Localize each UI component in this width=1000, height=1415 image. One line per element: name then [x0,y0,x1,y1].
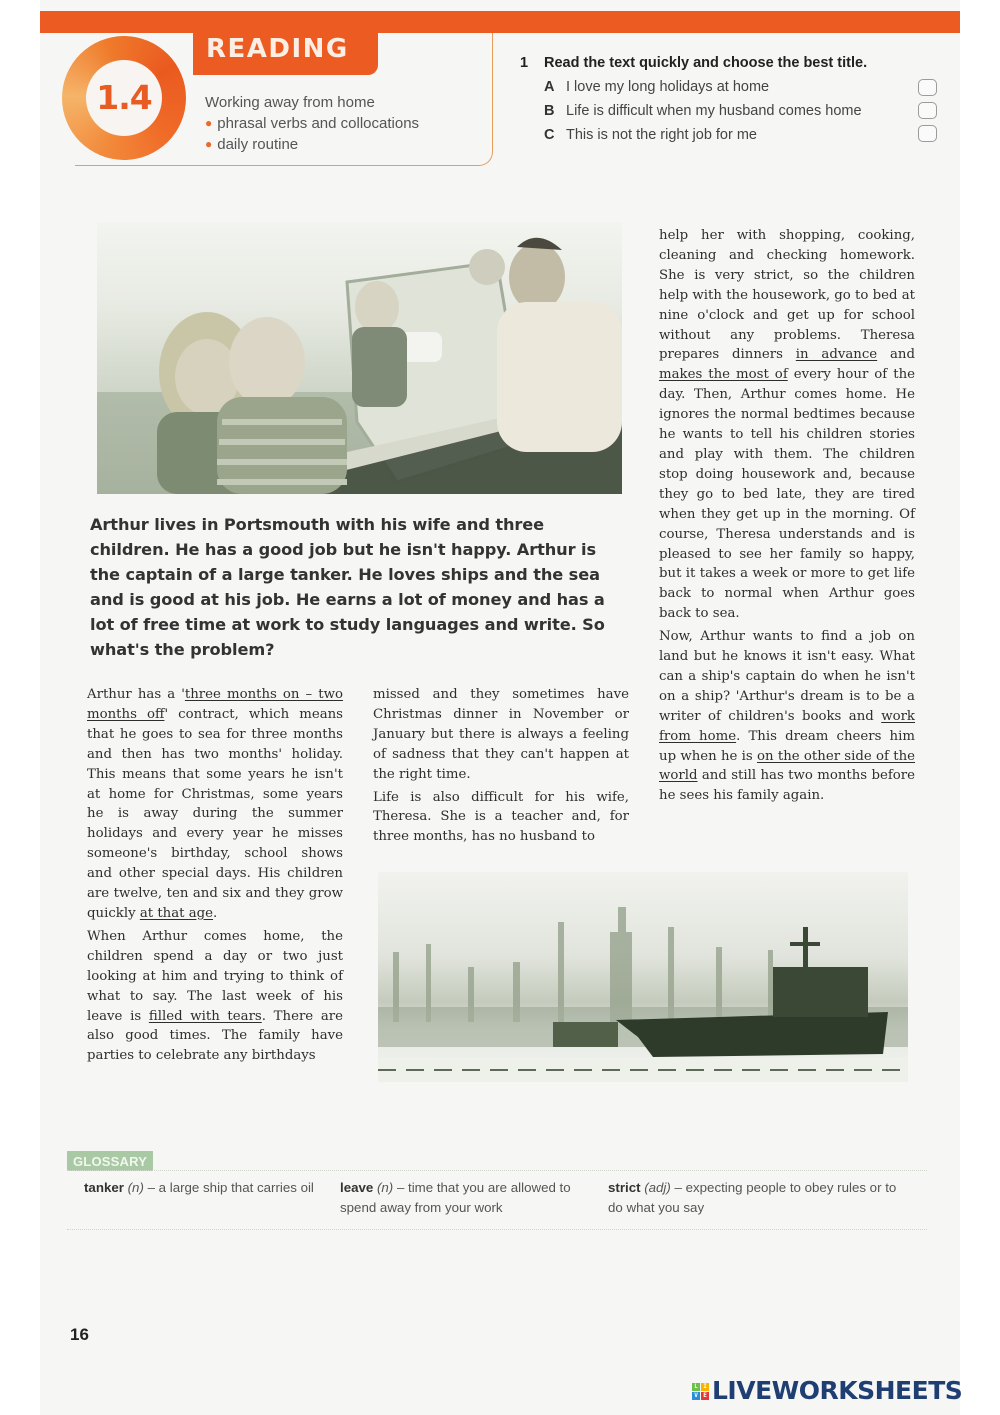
paragraph: missed and they sometimes have Christmas dinner in November or January but there is always a feeling of sadness that they can't happen at the right time. [373,687,629,782]
highlighted-phrase: in advance [795,347,878,363]
topic-item [205,113,419,134]
highlighted-phrase: on the other side of the world [659,748,915,784]
option-letter: C [544,127,555,143]
option-a [544,75,960,99]
part-of-speech: (n) [376,1180,394,1195]
article-column-1 [87,685,343,1069]
family-photo [97,222,622,494]
highlighted-phrase: work from home [659,708,915,744]
liveworksheets-logo[interactable] [692,1377,962,1405]
top-accent-bar [40,11,960,33]
article-column-2 [373,685,629,850]
lesson-number: 1.4 [96,78,152,117]
highlighted-phrase: filled with tears [148,1008,262,1024]
exercise-number: 1 [520,55,529,71]
article-intro: Arthur lives in Portsmouth with his wife and three children. He has a good job but he isn't happy. Arthur is the captain of a large tanker. He loves ships and the sea and is good at his job. He earns a lot of money and has a lot of free time at work to study languages and write. So what's the problem? [90,515,605,659]
option-letter: A [544,79,555,95]
highlighted-phrase: makes the most of [659,367,788,383]
glossary-definition: – expecting people to obey rules or to do what you say [608,1180,897,1215]
paragraph: Arthur has a 'three months on – two months off' contract, which means that he goes to sea for three months and then has two months' holiday. This means that some years he isn't at home for Christmas, some years he is away during the summer holidays and every year he misses someone's birthday, school shows and other special days. His children are twelve, ten and six and they grow quickly at that age. [87,687,344,921]
part-of-speech: (n) [127,1180,144,1195]
option-text: Life is difficult when my husband comes home [566,103,862,119]
topic-label: phrasal verbs and collocations [217,115,420,132]
highlighted-phrase: three months on – two months off [87,687,344,722]
bullet-icon: ● [205,137,213,151]
page-number: 16 [70,1325,89,1344]
glossary-entry-leave [340,1178,585,1218]
highlighted-phrase: at that age [139,905,214,921]
glossary-term: tanker [84,1180,124,1195]
option-a-checkbox[interactable] [918,79,937,96]
option-letter: B [544,103,555,119]
liveworksheets-blocks-icon: L I V E [692,1383,709,1400]
brand-name: LIVEWORKSHEETS [712,1376,963,1405]
exercise-options [544,75,960,147]
option-text: I love my long holidays at home [566,79,770,95]
glossary-label: GLOSSARY [67,1151,153,1171]
option-c [544,123,960,147]
glossary-term: strict [608,1180,641,1195]
option-b-checkbox[interactable] [918,102,937,119]
ship-photo [378,872,908,1082]
glossary-definition: – time that you are allowed to spend away from your work [340,1180,571,1215]
section-label: READING [206,34,349,64]
topic-item [205,134,419,155]
lesson-info [205,92,419,155]
topic-label: daily routine [217,136,299,153]
option-c-checkbox[interactable] [918,125,937,142]
family-on-boat-illustration [97,222,622,494]
lesson-title: Working away from home [205,94,375,111]
paragraph: When Arthur comes home, the children spend a day or two just looking at him and trying to think of what to say. The last week of his leave is filled with tears. There are also good times. The family have parties to celebrate any birthdays [87,928,343,1064]
exercise-instruction [520,55,960,71]
instruction-text: Read the text quickly and choose the best title. [544,55,868,71]
article-column-3 [659,226,915,809]
bullet-icon: ● [205,116,213,130]
glossary-definition: – a large ship that carries oil [143,1180,314,1195]
paragraph: help her with shopping, cooking, cleaning and checking homework. She is very strict, so the children help with the housework, go to bed at nine o'clock and get up for school without any problems. Theresa prepares dinners in advance and makes the most of every hour of the day. Then, Arthur comes home. He ignores the normal bedtimes because he wants to tell his children stories and play with them. The children stop doing housework and, because they go to bed late, they are tired when they get up in the morning. Of course, Theresa understands and is pleased to see her family so happy, but it takes a week or more to get life back to normal when Arthur goes back to sea. [659,228,915,622]
option-b [544,99,960,123]
exercise-1 [520,55,960,147]
glossary-term: leave [340,1180,374,1195]
glossary-entry-strict [608,1178,908,1218]
tanker-ship-illustration [378,872,908,1082]
option-text: This is not the right job for me [566,127,757,143]
glossary-entry-tanker [84,1178,329,1198]
paragraph: Life is also difficult for his wife, Theresa. She is a teacher and, for three months, has no husband to [373,789,629,845]
paragraph: Now, Arthur wants to find a job on land but he knows it isn't easy. What can a ship's captain do when he isn't on a ship? 'Arthur's dream is to be a writer of children's books and work from home. This dream cheers him up when he is on the other side of the world and still has two months before he sees his family again. [659,629,915,804]
part-of-speech: (adj) [644,1180,671,1195]
